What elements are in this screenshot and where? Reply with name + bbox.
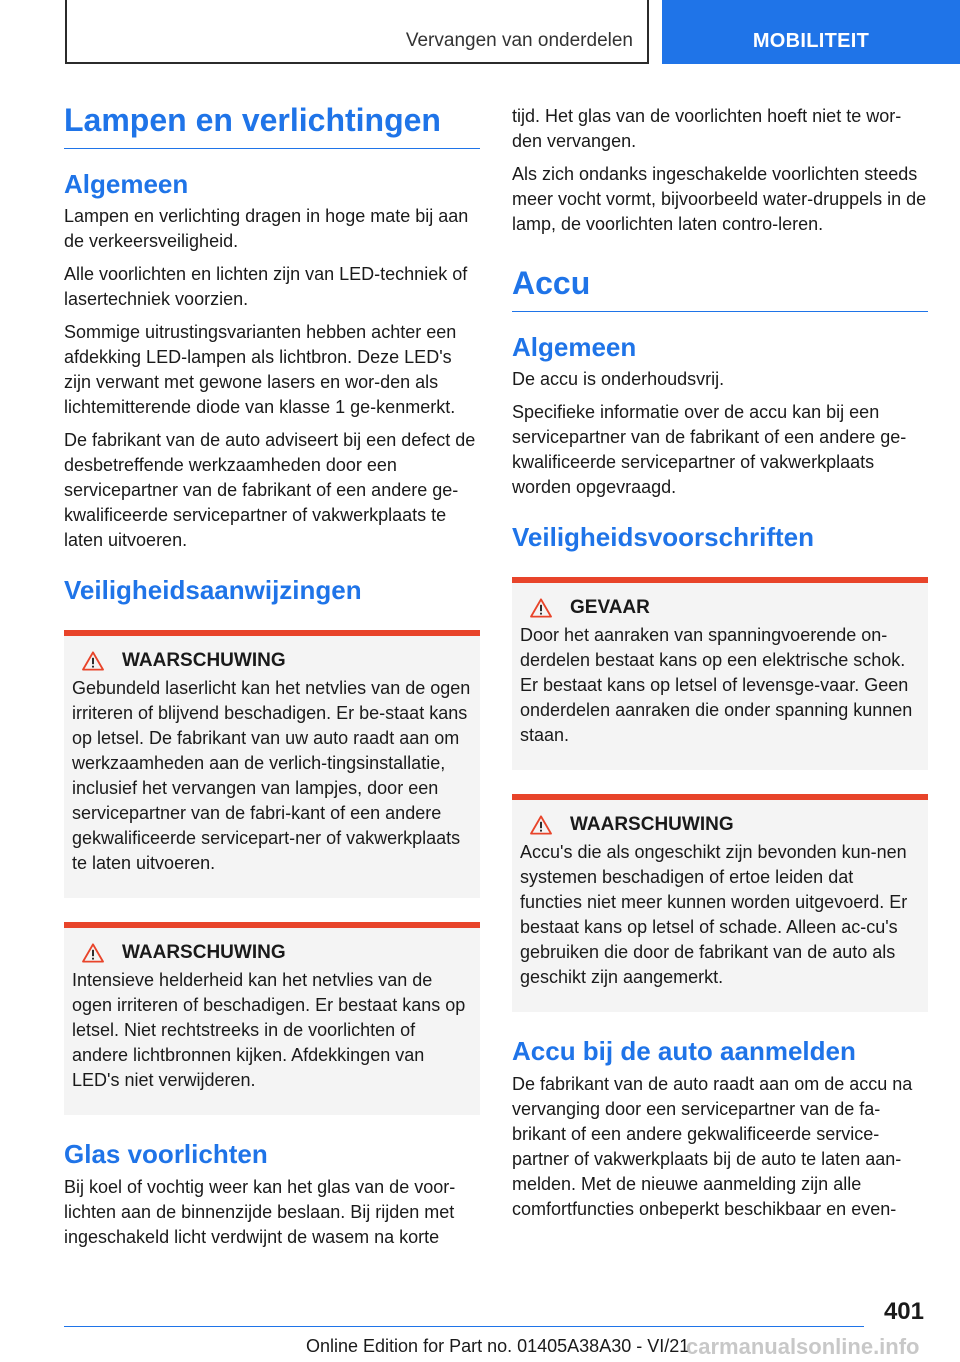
paragraph: De fabrikant van de auto raadt aan om de accu na vervanging door een servicepartner van de fa-brikant of een andere gekwalificeerde service-partner of vakwerkplaats bij de auto te laten aan-melden. Met de nieuwe aanmelding zijn alle comfortfuncties onbeperkt beschikbaar en even-: [512, 1073, 913, 1219]
paragraph: De fabrikant van de auto adviseert bij een defect de desbetreffende werkzaamheden door een servicepartner van de fabrikant of een andere ge-kwalificeerde servicepartner of vakwerkplaats te laten uitvoeren.: [64, 430, 476, 551]
warning-label: WAARSCHUWING: [122, 942, 286, 964]
page-number: 401: [883, 1298, 924, 1325]
header-section-box: [65, 0, 649, 64]
left-column: [64, 100, 480, 1258]
paragraph: Sommige uitrustingsvarianten hebben achter een afdekking LED-lampen als lichtbron. Deze LED's zijn verwant met gewone lasers en wor-den als lichtemitterende diode van klasse 1 ge-kenmerkt.: [64, 322, 457, 418]
paragraph: tijd. Het glas van de voorlichten hoeft niet te wor-den vervangen.: [512, 106, 902, 151]
paragraph: Als zich ondanks ingeschakelde voorlichten steeds meer vocht vormt, bijvoorbeeld water-druppels in de lamp, de voorlichten laten contro-leren.: [512, 164, 927, 234]
paragraph: Bij koel of vochtig weer kan het glas van de voor-lichten aan de binnenzijde beslaan. Bij rijden met ingeschakeld licht verdwijnt de wasem na korte: [64, 1176, 456, 1247]
warning-label: WAARSCHUWING: [122, 650, 286, 672]
subheading-veiligheidsvoorschriften: Veiligheidsvoorschriften: [512, 522, 814, 553]
warning-box-accu: [512, 794, 928, 1012]
section-title-accu: Accu: [512, 263, 928, 312]
right-column: [512, 104, 928, 1230]
edition-note: Online Edition for Part no. 01405A38A30 - VI/21: [306, 1336, 690, 1356]
warning-text: Accu's die als ongeschikt zijn bevonden kun-nen systemen beschadigen of ertoe leiden dat functies niet meer kunnen worden uitgevoerd. Er bestaat kans op letsel of schade. Alleen ac-cu's gebruiken die door de fabrikant van de auto als geschikt zijn aangemerkt.: [520, 842, 908, 988]
subheading-glas-voorlichten: Glas voorlichten: [64, 1139, 268, 1170]
subheading-veiligheidsaanwijzingen: Veiligheidsaanwijzingen: [64, 575, 362, 606]
warning-text: Gebundeld laserlicht kan het netvlies van de ogen irriteren of blijvend beschadigen. Er be-staat kans op letsel. De fabrikant van uw auto raadt aan om werkzaamheden aan de verlich-tingsinstallatie, inclusief het vervangen van lampjes, door een servicepartner van de fabri-kant of een andere gekwalificeerde servicepart-ner of vakwerkplaats te laten uitvoeren.: [72, 678, 471, 874]
warning-box-brightness: [64, 922, 480, 1115]
footer-divider: [64, 1326, 864, 1327]
paragraph: De accu is onderhoudsvrij.: [512, 369, 725, 390]
warning-triangle-icon: [82, 651, 104, 671]
warning-triangle-icon: [530, 598, 552, 618]
subheading-algemeen: Algemeen: [512, 332, 637, 362]
watermark: carmanualsonline.info: [686, 1334, 920, 1359]
warning-label: WAARSCHUWING: [570, 814, 734, 836]
warning-box-laser: [64, 630, 480, 898]
section-title-lampen: Lampen en verlichtingen: [64, 100, 480, 149]
header-chapter-tab[interactable]: MOBILITEIT: [662, 0, 960, 64]
warning-text: Intensieve helderheid kan het netvlies van de ogen irriteren of beschadigen. Er bestaat kans op letsel. Niet rechtstreeks in de voorlichten of andere lichtbronnen kijken. Afdekkingen van LED's niet verwijderen.: [72, 970, 466, 1091]
paragraph: Specifieke informatie over de accu kan bij een servicepartner van de fabrikant of een andere ge-kwalificeerde servicepartner of vakwerkplaats worden opgevraagd.: [512, 402, 907, 498]
paragraph: Lampen en verlichting dragen in hoge mate bij aan de verkeersveiligheid.: [64, 206, 469, 252]
danger-label: GEVAAR: [570, 597, 650, 619]
danger-text: Door het aanraken van spanningvoerende on-derdelen bestaat kans op een elektrische schok. Er bestaat kans op letsel of levensge-vaar. Geen onderdelen aanraken die onder spanning kunnen staan.: [520, 625, 913, 746]
danger-box-electric: [512, 577, 928, 770]
warning-triangle-icon: [82, 943, 104, 963]
subheading-algemeen: Algemeen: [64, 169, 189, 199]
subheading-accu-aanmelden: Accu bij de auto aanmelden: [512, 1036, 856, 1067]
warning-triangle-icon: [530, 815, 552, 835]
paragraph: Alle voorlichten en lichten zijn van LED-techniek of lasertechniek voorzien.: [64, 264, 468, 310]
header-section-title: Vervangen van onderdelen: [405, 30, 633, 51]
